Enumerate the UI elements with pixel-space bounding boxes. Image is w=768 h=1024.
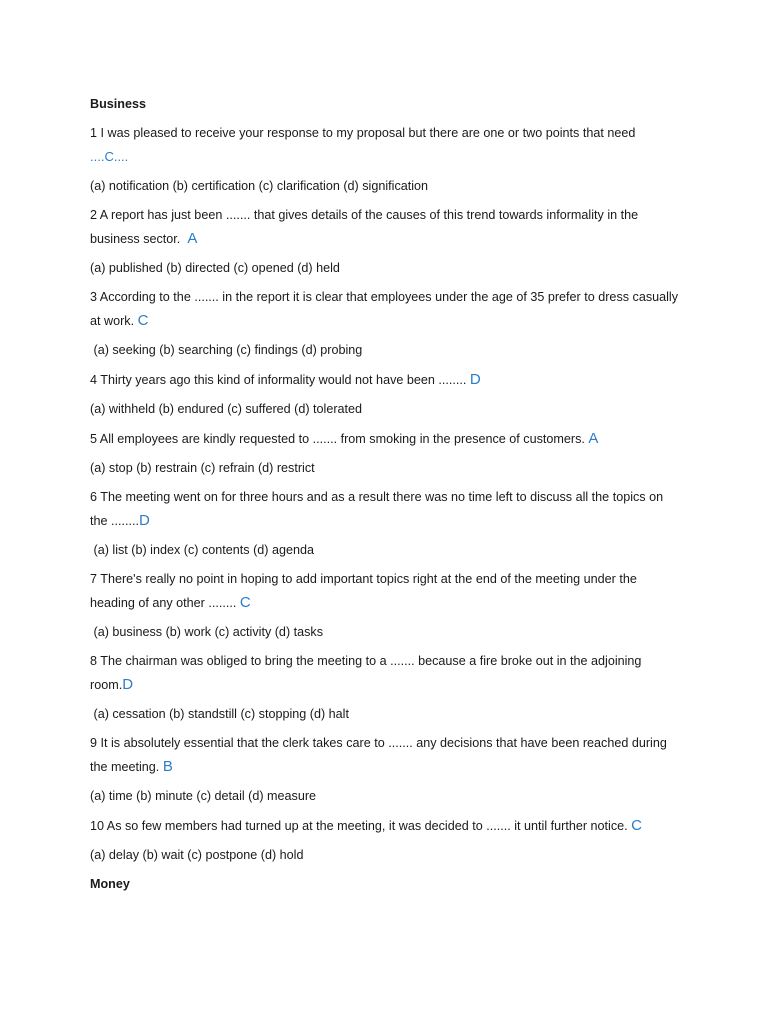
question-text: 10 As so few members had turned up at the meeting, it was decided to ....... it until further notice. — [90, 819, 628, 833]
question-8 — [90, 650, 680, 697]
answer-mark: D — [139, 512, 150, 529]
answer-mark: C — [631, 817, 642, 834]
options-8: (a) cessation (b) standstill (c) stopping (d) halt — [90, 707, 349, 721]
options-10: (a) delay (b) wait (c) postpone (d) hold — [90, 848, 304, 862]
question-text: 5 All employees are kindly requested to ....... from smoking in the presence of customers. — [90, 432, 585, 446]
options-2: (a) published (b) directed (c) opened (d) held — [90, 261, 340, 275]
answer-mark: B — [162, 758, 173, 775]
question-text: 8 The chairman was obliged to bring the meeting to a ....... because a fire broke out in the adjoining room. — [90, 654, 642, 692]
section-heading-money: Money — [90, 877, 130, 891]
question-text: 1 I was pleased to receive your response to my proposal but there are one or two points that need — [90, 126, 636, 140]
question-text: 2 A report has just been ....... that gives details of the causes of this trend towards informality in the business sector. — [90, 208, 639, 246]
options-3: (a) seeking (b) searching (c) findings (d) probing — [90, 343, 363, 357]
section-heading-business: Business — [90, 97, 146, 111]
question-4 — [90, 368, 680, 392]
question-3 — [90, 286, 680, 333]
answer-mark: C — [239, 594, 251, 611]
question-text: 9 It is absolutely essential that the clerk takes care to ....... any decisions that have been reached during the meeting. — [90, 736, 667, 774]
answer-mark: D — [469, 371, 481, 388]
question-2 — [90, 204, 680, 251]
question-9 — [90, 732, 680, 779]
answer-mark: A — [588, 430, 599, 447]
question-1 — [90, 122, 680, 169]
question-text: 4 Thirty years ago this kind of informality would not have been ........ — [90, 373, 467, 387]
question-text: 3 According to the ....... in the report it is clear that employees under the age of 35 prefer to dress casually at work. — [90, 290, 679, 328]
question-text: 7 There's really no point in hoping to add important topics right at the end of the meeting under the heading of any other ........ — [90, 572, 637, 610]
document-page — [90, 93, 680, 896]
question-5 — [90, 427, 680, 451]
options-5: (a) stop (b) restrain (c) refrain (d) restrict — [90, 461, 315, 475]
options-9: (a) time (b) minute (c) detail (d) measure — [90, 789, 317, 803]
options-1: (a) notification (b) certification (c) clarification (d) signification — [90, 179, 429, 193]
options-7: (a) business (b) work (c) activity (d) tasks — [90, 625, 324, 639]
question-7 — [90, 568, 680, 615]
answer-mark: D — [122, 676, 134, 693]
options-6: (a) list (b) index (c) contents (d) agenda — [90, 543, 314, 557]
answer-mark: C — [137, 312, 149, 329]
question-6 — [90, 486, 680, 533]
question-text: 6 The meeting went on for three hours and as a result there was no time left to discuss all the topics on the ........ — [90, 490, 664, 528]
answer-mark: ....C.... — [90, 149, 129, 164]
question-10 — [90, 814, 680, 838]
options-4: (a) withheld (b) endured (c) suffered (d) tolerated — [90, 402, 363, 416]
answer-mark: A — [187, 230, 198, 247]
